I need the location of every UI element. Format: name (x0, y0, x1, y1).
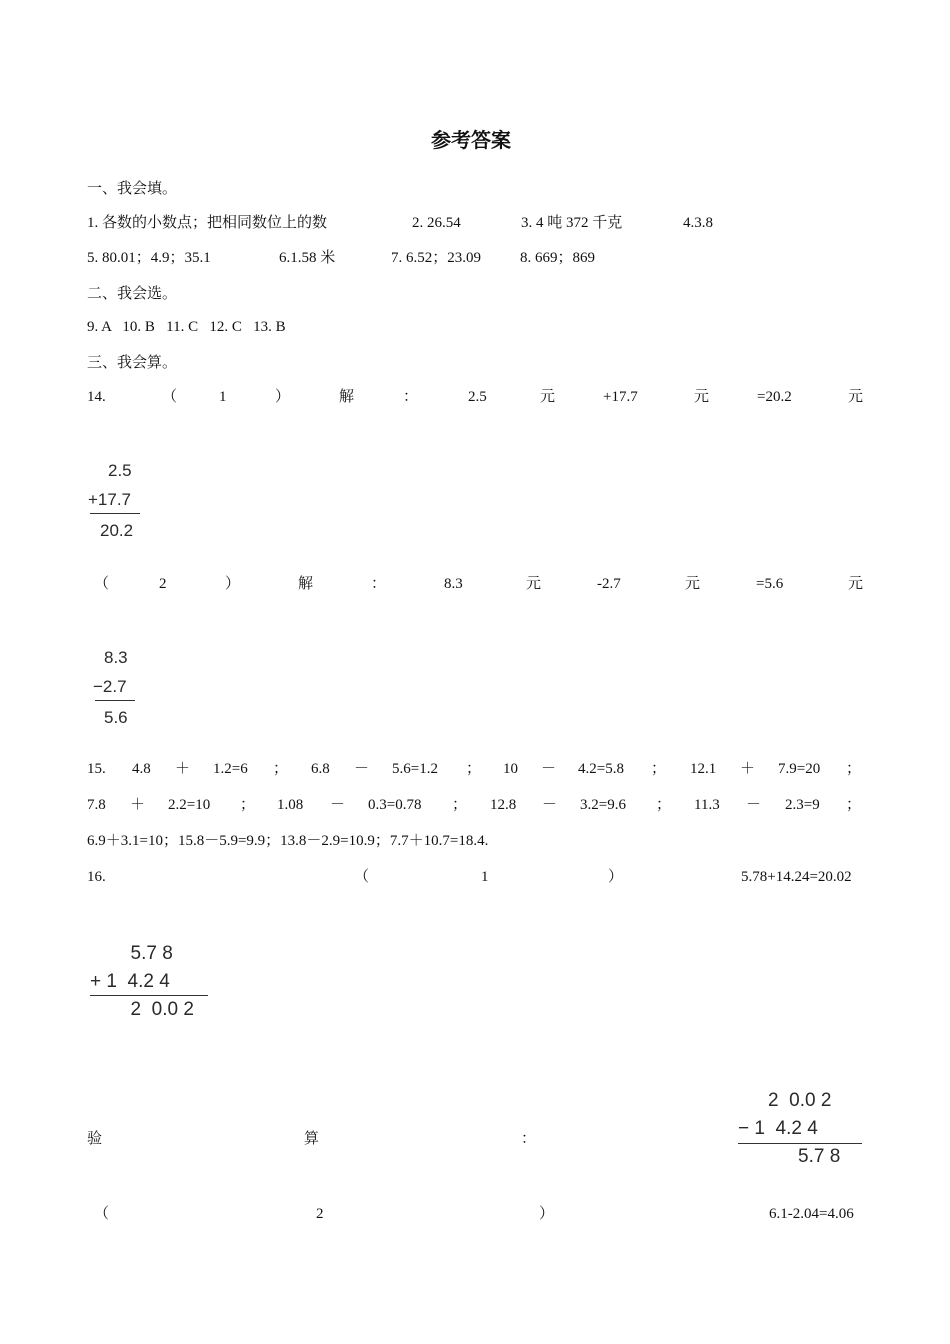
q16-1-equation: 5.78+14.24=20.02 (741, 869, 852, 885)
vertical-row: 5.7 8 (120, 943, 173, 964)
q14-1-result: =20.2 (757, 389, 792, 405)
q14-1-unit-a: 元 (540, 389, 556, 405)
q14-1-term-b: +17.7 (603, 389, 638, 405)
vertical-row: −2.7 (93, 677, 127, 696)
q15-item: ； (651, 761, 667, 777)
answer-7: 7. 6.52；23.09 (391, 250, 482, 266)
q16-2-label: 2 (316, 1206, 324, 1222)
answer-8: 8. 669；869 (520, 250, 596, 266)
q15-item: － (541, 761, 557, 777)
q15-item: ； (452, 797, 468, 813)
q14-1-unit-b: 元 (694, 389, 710, 405)
q15-item: ＋ (130, 797, 146, 813)
q15-item: 12.1 (690, 761, 717, 777)
q15-item: ； (846, 797, 862, 813)
answer-1: 1. 各数的小数点；把相同数位上的数 (87, 215, 328, 231)
q14-1-colon: ： (403, 389, 419, 405)
q16-1-vertical-calc (88, 940, 213, 1030)
q14-number: 14. (87, 389, 106, 405)
check-colon: ： (521, 1131, 537, 1147)
q14-2-solve: 解 (298, 576, 314, 592)
q14-2-result: =5.6 (756, 576, 784, 592)
check-label-1: 验 (87, 1131, 103, 1147)
q14-1-term-a: 2.5 (468, 389, 487, 405)
q15-number: 15. (87, 761, 106, 777)
q15-item: ； (240, 797, 256, 813)
vertical-row: 2.5 (108, 461, 132, 480)
q14-2-unit-a: 元 (526, 576, 542, 592)
q14-1-unit-c: 元 (848, 389, 864, 405)
q15-item: 4.8 (132, 761, 151, 777)
q14-2-label: 2 (159, 576, 167, 592)
q15-row-3: 6.9＋3.1=10；15.8－5.9=9.9；13.8－2.9=10.9；7.7＋10.7=18.4. (87, 833, 489, 849)
answer-2: 2. 26.54 (412, 215, 461, 231)
q14-2-colon: ： (371, 576, 387, 592)
q15-item: 2.2=10 (168, 797, 211, 813)
q14-1-paren-close: ） (275, 389, 291, 405)
answer-3: 3. 4 吨 372 千克 (521, 215, 623, 231)
q14-1-solve: 解 (339, 389, 355, 405)
q15-item: 1.2=6 (213, 761, 248, 777)
q16-2-equation: 6.1-2.04=4.06 (769, 1206, 854, 1222)
vertical-row: 8.3 (104, 648, 128, 667)
q15-item: 10 (503, 761, 518, 777)
q14-2-vertical-calc (93, 645, 153, 735)
q15-item: ＋ (740, 761, 756, 777)
q15-item: 1.08 (277, 797, 304, 813)
vertical-row: + 1 4.2 4 (90, 971, 170, 992)
q15-item: 6.8 (311, 761, 330, 777)
q15-item: 12.8 (490, 797, 517, 813)
section-heading-fill: 一、我会填。 (87, 181, 178, 197)
q16-2-paren-close: ） (539, 1206, 555, 1222)
q15-item: ； (656, 797, 672, 813)
answer-6: 6.1.58 米 (279, 250, 336, 266)
q16-1-label: 1 (481, 869, 489, 885)
vertical-line (95, 700, 135, 701)
q14-1-vertical-calc (88, 458, 148, 548)
answer-5: 5. 80.01；4.9；35.1 (87, 250, 211, 266)
vertical-row: +17.7 (88, 490, 132, 509)
q16-check-vertical-calc (736, 1085, 866, 1175)
vertical-line (90, 995, 208, 996)
vertical-row: 20.2 (100, 521, 134, 540)
q15-item: 4.2=5.8 (578, 761, 624, 777)
vertical-line (738, 1143, 862, 1144)
q15-item: － (330, 797, 346, 813)
choice-answers: 9. A 10. B 11. C 12. C 13. B (87, 319, 286, 335)
vertical-row: 2 0.0 2 (768, 1090, 832, 1111)
q16-1-paren-close: ） (608, 869, 624, 885)
vertical-line (90, 513, 140, 514)
q15-item: － (746, 797, 762, 813)
q14-2-paren-close: ） (225, 576, 241, 592)
q15-item: 7.9=20 (778, 761, 821, 777)
q16-2-paren-open: （ (94, 1206, 110, 1222)
q15-item: － (542, 797, 558, 813)
vertical-row: 5.6 (104, 708, 128, 727)
q15-item: ； (466, 761, 482, 777)
page-title: 参考答案 (431, 130, 511, 152)
section-heading-calc: 三、我会算。 (87, 355, 178, 371)
q15-item: － (354, 761, 370, 777)
q15-item: 5.6=1.2 (392, 761, 438, 777)
q15-item: 0.3=0.78 (368, 797, 422, 813)
q14-1-paren-open: （ (162, 389, 178, 405)
answer-4: 4.3.8 (683, 215, 713, 231)
q15-item: ； (846, 761, 862, 777)
q15-item: 7.8 (87, 797, 106, 813)
q14-2-unit-b: 元 (685, 576, 701, 592)
q14-2-term-b: -2.7 (597, 576, 621, 592)
vertical-row: 5.7 8 (798, 1146, 841, 1167)
q15-item: ； (273, 761, 289, 777)
q16-number: 16. (87, 869, 106, 885)
q14-1-label: 1 (219, 389, 227, 405)
q14-2-term-a: 8.3 (444, 576, 463, 592)
q15-item: 2.3=9 (785, 797, 820, 813)
q15-item: ＋ (175, 761, 191, 777)
section-heading-choose: 二、我会选。 (87, 286, 178, 302)
q15-item: 3.2=9.6 (580, 797, 626, 813)
q16-1-paren-open: （ (354, 869, 370, 885)
q14-2-unit-c: 元 (848, 576, 864, 592)
vertical-row: − 1 4.2 4 (738, 1118, 818, 1139)
q14-2-paren-open: （ (94, 576, 110, 592)
q15-item: 11.3 (694, 797, 720, 813)
vertical-row: 2 0.0 2 (120, 999, 194, 1020)
check-label-2: 算 (304, 1131, 320, 1147)
